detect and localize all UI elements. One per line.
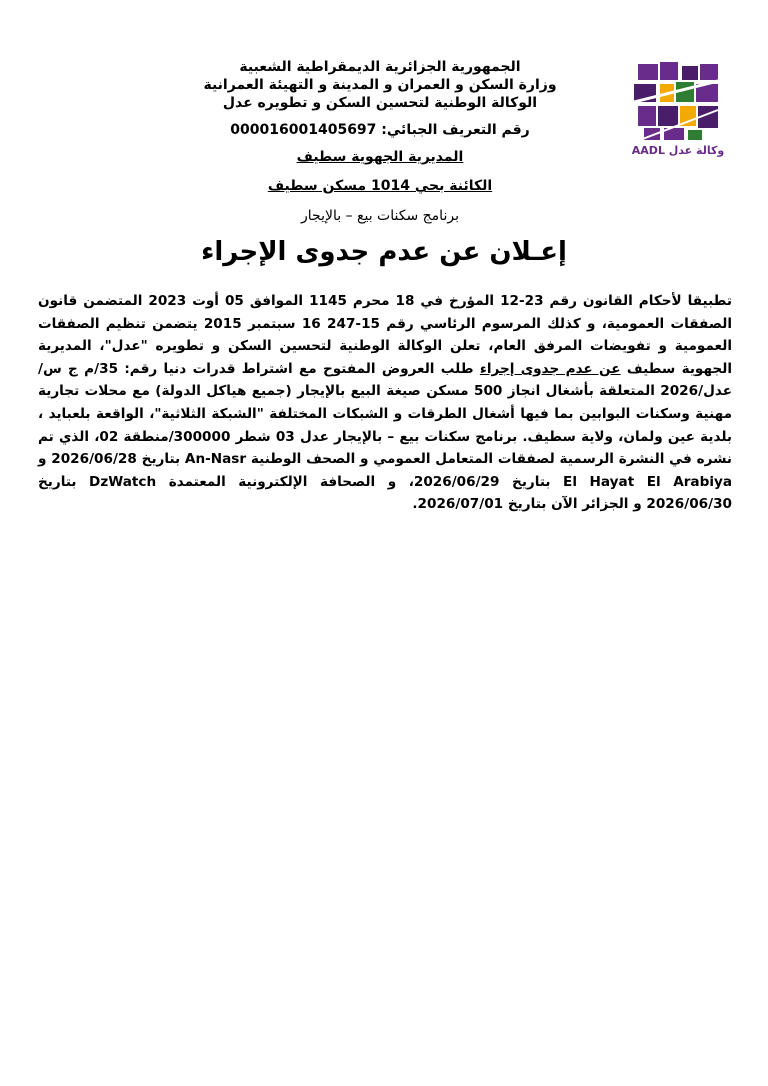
newspaper-an-nasr: An-Nasr: [184, 451, 247, 468]
program-name: برنامج سكنات بيع – بالإيجار: [301, 208, 459, 224]
notice-title: إعـلان عن عدم جدوى الإجراء: [201, 237, 567, 267]
body-underlined-phrase: عن عدم جدوى إجراء: [479, 360, 621, 377]
tax-id: رقم التعريف الجبائي: 000016001405697: [230, 122, 530, 138]
newspaper-dzwatch: DzWatch: [89, 473, 157, 490]
body-part-3: بتاريخ 2026/06/28 و: [38, 451, 185, 468]
republic-name: الجمهورية الجزائرية الديمقراطية الشعبية: [239, 59, 521, 75]
directorate-address: الكائنة بحي 1014 مسكن سطيف: [267, 178, 493, 194]
body-part-1: تطبيقا لأحكام القانون رقم 23-12 المؤرخ في 18 محرم 1145 الموافق 05 أوت 2023 المتضمن قانون الصفقات العمومية، و كذلك المرسوم الرئاسي رقم 15-247 16 سبتمبر 2015 يتضمن تنظيم الصفقات العمومية و تفويضات المرفق العام، تعلن الوكالة الوطنية لتحسين السكن و تطويره "عدل"، المديرية الجهوية سطيف: [38, 293, 732, 377]
regional-directorate: المديرية الجهوية سطيف: [296, 149, 464, 165]
newspaper-el-hayat: El Hayat El Arabiya: [563, 473, 733, 490]
ministry-name: وزارة السكن و العمران و المدينة و التهيئة العمرانية: [203, 77, 557, 93]
body-part-5: بتاريخ 2026/06/30 و الجزائر الآن بتاريخ 2026/07/01.: [38, 473, 732, 513]
body-part-4: بتاريخ 2026/06/29، و الصحافة الإلكترونية المعتمدة: [156, 473, 564, 490]
letterhead: [170, 58, 590, 225]
logo-caption: وكالة عدل AADL: [631, 144, 725, 157]
aadl-logo: [630, 60, 726, 164]
agency-name: الوكالة الوطنية لتحسين السكن و تطويره عدل: [222, 95, 538, 111]
body-part-2: طلب العروض المفتوح مع اشتراط قدرات دنيا رقم: 35/م ج س/عدل/2026 المتعلقة بأشغال انجاز 500 مسكن صيغة البيع بالإيجار (جميع هياكل الدولة) مع محلات تجارية مهنية وسكنات البوابين بما فيها أشغال الطرقات و الشبكات المختلفة "الشبكة الثلاثية"، الواقعة بلعبايد ، بلدية عين ولمان، ولاية سطيف. برنامج سكنات بيع – بالإيجار عدل 03 شطر 300000/منطقة 02، الذي تم نشره في النشرة الرسمية لصفقات المتعامل العمومي و الصحف الوطنية: [38, 360, 733, 468]
aadl-logo-mark: [630, 60, 726, 144]
notice-body: [38, 290, 732, 516]
